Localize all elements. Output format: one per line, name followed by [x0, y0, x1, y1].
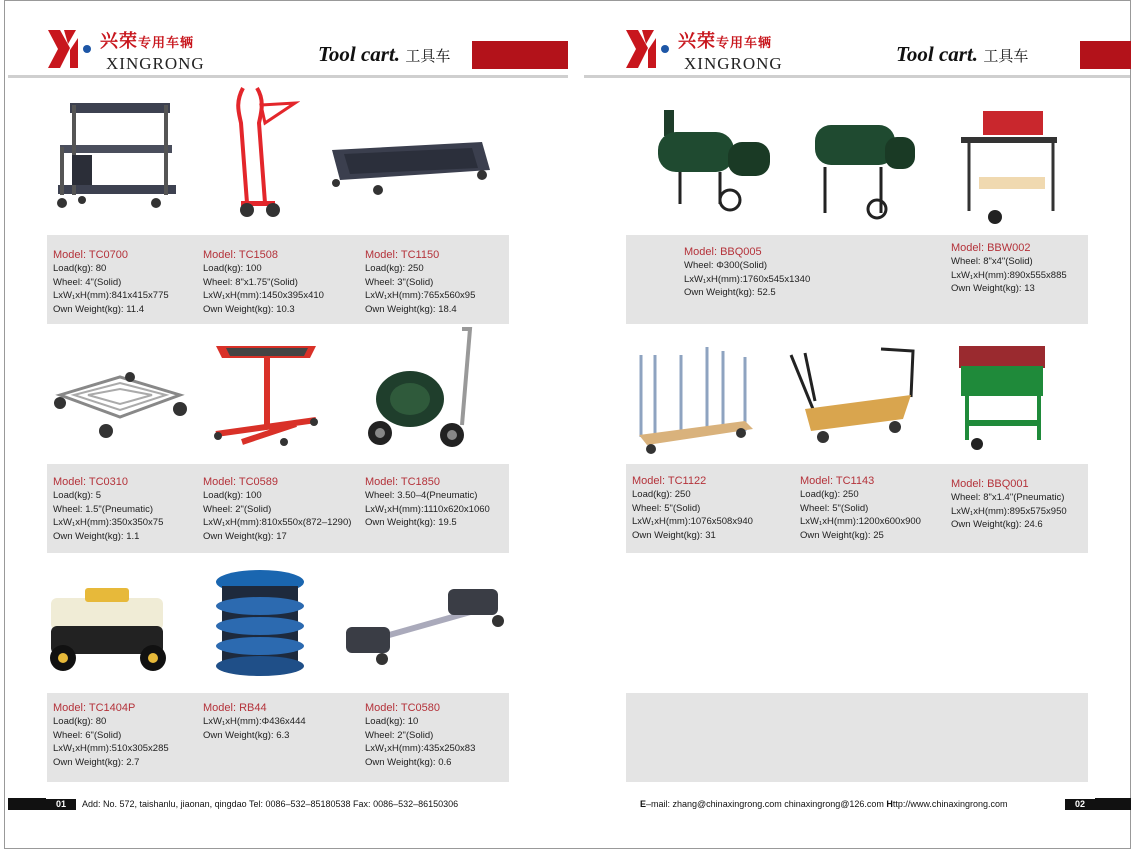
product-spec-line: Wheel: 5"(Solid) — [800, 502, 869, 514]
product-model-label: Model: TC0580 — [365, 702, 441, 714]
product-spec-line: Wheel: 3"(Solid) — [365, 276, 434, 288]
product-spec-line: Own Weight(kg): 1.1 — [53, 530, 140, 542]
product-spec-line: Own Weight(kg): 13 — [951, 283, 1035, 295]
tool-box-cart-tc1404p-image — [45, 580, 170, 675]
product-spec-line: LxW₁xH(mm):810x550x(872–1290) — [203, 517, 352, 529]
product-spec-line: LxW₁xH(mm):890x555x885 — [951, 269, 1067, 281]
brand-cn: 兴荣专用车辆 — [678, 31, 773, 52]
product-spec-block — [365, 701, 475, 769]
xingrong-logo-icon — [48, 28, 92, 70]
smoker-bbq005-image — [650, 108, 775, 214]
product-spec-line: Load(kg): 250 — [800, 489, 859, 500]
product-spec-line: Own Weight(kg): 11.4 — [53, 303, 144, 315]
product-spec-line: LxW₁xH(mm):1450x395x410 — [203, 290, 324, 302]
product-spec-line: Own Weight(kg): 2.7 — [53, 756, 140, 768]
product-spec-line: Wheel: 8"x1.4"(Pneumatic) — [951, 492, 1065, 503]
product-spec-line: LxW₁xH(mm):1760x545x1340 — [684, 273, 811, 285]
left-header-rule — [8, 75, 568, 78]
section-title: Tool cart. 工具车 — [896, 42, 1029, 66]
product-spec-block — [951, 477, 1067, 532]
header-slash-decoration — [472, 41, 568, 69]
product-spec-block — [203, 248, 324, 316]
product-spec-line: Load(kg): 80 — [53, 716, 107, 727]
product-spec-line: Own Weight(kg): 10.3 — [203, 303, 295, 315]
spec-panel-right-row3 — [626, 693, 1088, 782]
page-number-right: 02 — [1065, 799, 1095, 810]
product-spec-line: Wheel: 1.5"(Pneumatic) — [53, 503, 153, 515]
product-model-label: Model: RB44 — [203, 702, 267, 714]
tool-cart-tc0700-image — [52, 95, 182, 210]
product-spec-line: LxW₁xH(mm):765x560x95 — [365, 290, 476, 302]
product-spec-line: Load(kg): 100 — [203, 263, 262, 274]
brand-en: XINGRONG — [684, 54, 783, 73]
product-model-label: Model: BBQ001 — [951, 478, 1029, 490]
product-spec-line: LxW₁xH(mm):510x305x285 — [53, 743, 169, 755]
product-spec-line: Wheel: 5"(Solid) — [632, 502, 701, 514]
product-model-label: Model: TC1143 — [800, 475, 875, 487]
product-spec-line: Wheel: 2"(Solid) — [203, 503, 272, 515]
panel-cart-tc1122-image — [635, 345, 755, 455]
product-spec-line: Own Weight(kg): 17 — [203, 530, 287, 542]
product-model-label: Model: BBW002 — [951, 242, 1031, 254]
product-spec-line: Load(kg): 80 — [53, 263, 107, 274]
brand-cn: 兴荣专用车辆 — [100, 31, 195, 52]
product-spec-line: Wheel: 4"(Solid) — [53, 276, 122, 288]
product-model-label: Model: TC0700 — [53, 249, 129, 261]
product-spec-block — [365, 248, 475, 316]
footer-address: Add: No. 572, taishanlu, jiaonan, qingdao Tel: 0086–532–85180538 Fax: 0086–532–86150306 — [82, 799, 459, 809]
product-model-label: Model: TC0310 — [53, 476, 129, 488]
footer-left-bar — [8, 798, 46, 810]
product-spec-line: Wheel: 6"(Solid) — [53, 729, 122, 741]
product-spec-line: LxW₁xH(mm):350x350x75 — [53, 517, 164, 529]
product-spec-block — [365, 475, 490, 530]
product-spec-line: Load(kg): 5 — [53, 490, 102, 501]
hose-reel-tc1850-image — [352, 325, 477, 450]
product-model-label: Model: BBQ005 — [684, 246, 762, 258]
product-spec-block — [951, 241, 1067, 296]
grill-bbq001-image — [955, 340, 1050, 452]
product-spec-line: Wheel: 8"x1.75"(Solid) — [203, 276, 298, 288]
section-title: Tool cart. 工具车 — [318, 42, 451, 66]
product-spec-block — [203, 701, 306, 742]
footer-right-bar — [1095, 798, 1131, 810]
product-model-label: Model: TC1404P — [53, 702, 136, 714]
left-header — [48, 22, 578, 82]
product-spec-line: Load(kg): 250 — [365, 263, 424, 274]
product-spec-line: Load(kg): 10 — [365, 716, 419, 727]
product-spec-line: Wheel: 8"x4"(Solid) — [951, 256, 1033, 267]
product-spec-line: LxW₁xH(mm):841x415x775 — [53, 290, 169, 302]
product-spec-line: Own Weight(kg): 52.5 — [684, 287, 776, 299]
product-spec-line: Own Weight(kg): 31 — [632, 529, 716, 541]
product-spec-block — [684, 245, 810, 300]
product-model-label: Model: TC0589 — [203, 476, 279, 488]
product-spec-block — [800, 474, 921, 542]
product-spec-block — [203, 475, 351, 543]
product-spec-line: Load(kg): 100 — [203, 490, 262, 501]
product-model-label: Model: TC1508 — [203, 249, 279, 261]
product-spec-block — [53, 475, 163, 543]
product-model-label: Model: TC1150 — [365, 249, 440, 261]
product-spec-line: Own Weight(kg): 24.6 — [951, 519, 1043, 531]
right-header — [626, 22, 1131, 82]
product-spec-line: Own Weight(kg): 0.6 — [365, 756, 452, 768]
product-spec-line: LxW₁xH(mm):435x250x83 — [365, 743, 476, 755]
product-spec-line: Wheel: 3.50–4(Pneumatic) — [365, 490, 478, 501]
product-spec-line: LxW₁xH(mm):1110x620x1060 — [365, 503, 490, 515]
rotating-bin-rb44-image — [210, 568, 310, 680]
product-spec-line: LxW₁xH(mm):1200x600x900 — [800, 516, 921, 528]
product-spec-line: Own Weight(kg): 19.5 — [365, 517, 457, 529]
product-spec-line: Own Weight(kg): 6.3 — [203, 729, 290, 741]
xingrong-logo-icon — [626, 28, 670, 70]
tool-tray-tc1150-image — [322, 128, 494, 203]
product-spec-block — [632, 474, 753, 542]
smoker-grill-image — [805, 117, 920, 222]
product-model-label: Model: TC1850 — [365, 476, 441, 488]
footer-contacts: E–mail: zhang@chinaxingrong.com chinaxingrong@126.com Http://www.chinaxingrong.com — [640, 799, 1008, 809]
product-spec-line: Own Weight(kg): 25 — [800, 529, 884, 541]
product-spec-line: LxW₁xH(mm):1076x508x940 — [632, 516, 753, 528]
brand-en: XINGRONG — [106, 54, 205, 73]
product-spec-line: Wheel: Φ300(Solid) — [684, 260, 768, 271]
header-slash-decoration — [1080, 41, 1131, 69]
page-number-left: 01 — [46, 799, 76, 810]
platform-cart-tc1143-image — [785, 345, 920, 445]
product-spec-line: Own Weight(kg): 18.4 — [365, 303, 457, 315]
mechanic-tray-tc0589-image — [212, 338, 322, 450]
charcoal-grill-bbw002-image — [955, 107, 1070, 225]
product-spec-line: Load(kg): 250 — [632, 489, 691, 500]
plant-dolly-tc0310-image — [50, 365, 190, 445]
product-spec-block — [53, 248, 169, 316]
hand-truck-tc1508-image — [225, 83, 300, 223]
product-spec-line: LxW₁xH(mm):895x575x950 — [951, 505, 1067, 517]
right-header-rule — [584, 75, 1130, 78]
creeper-tc0580-image — [338, 585, 510, 670]
product-spec-block — [53, 701, 169, 769]
product-model-label: Model: TC1122 — [632, 475, 707, 487]
product-spec-line: LxW₁xH(mm):Φ436x444 — [203, 716, 306, 727]
product-spec-line: Wheel: 2"(Solid) — [365, 729, 434, 741]
